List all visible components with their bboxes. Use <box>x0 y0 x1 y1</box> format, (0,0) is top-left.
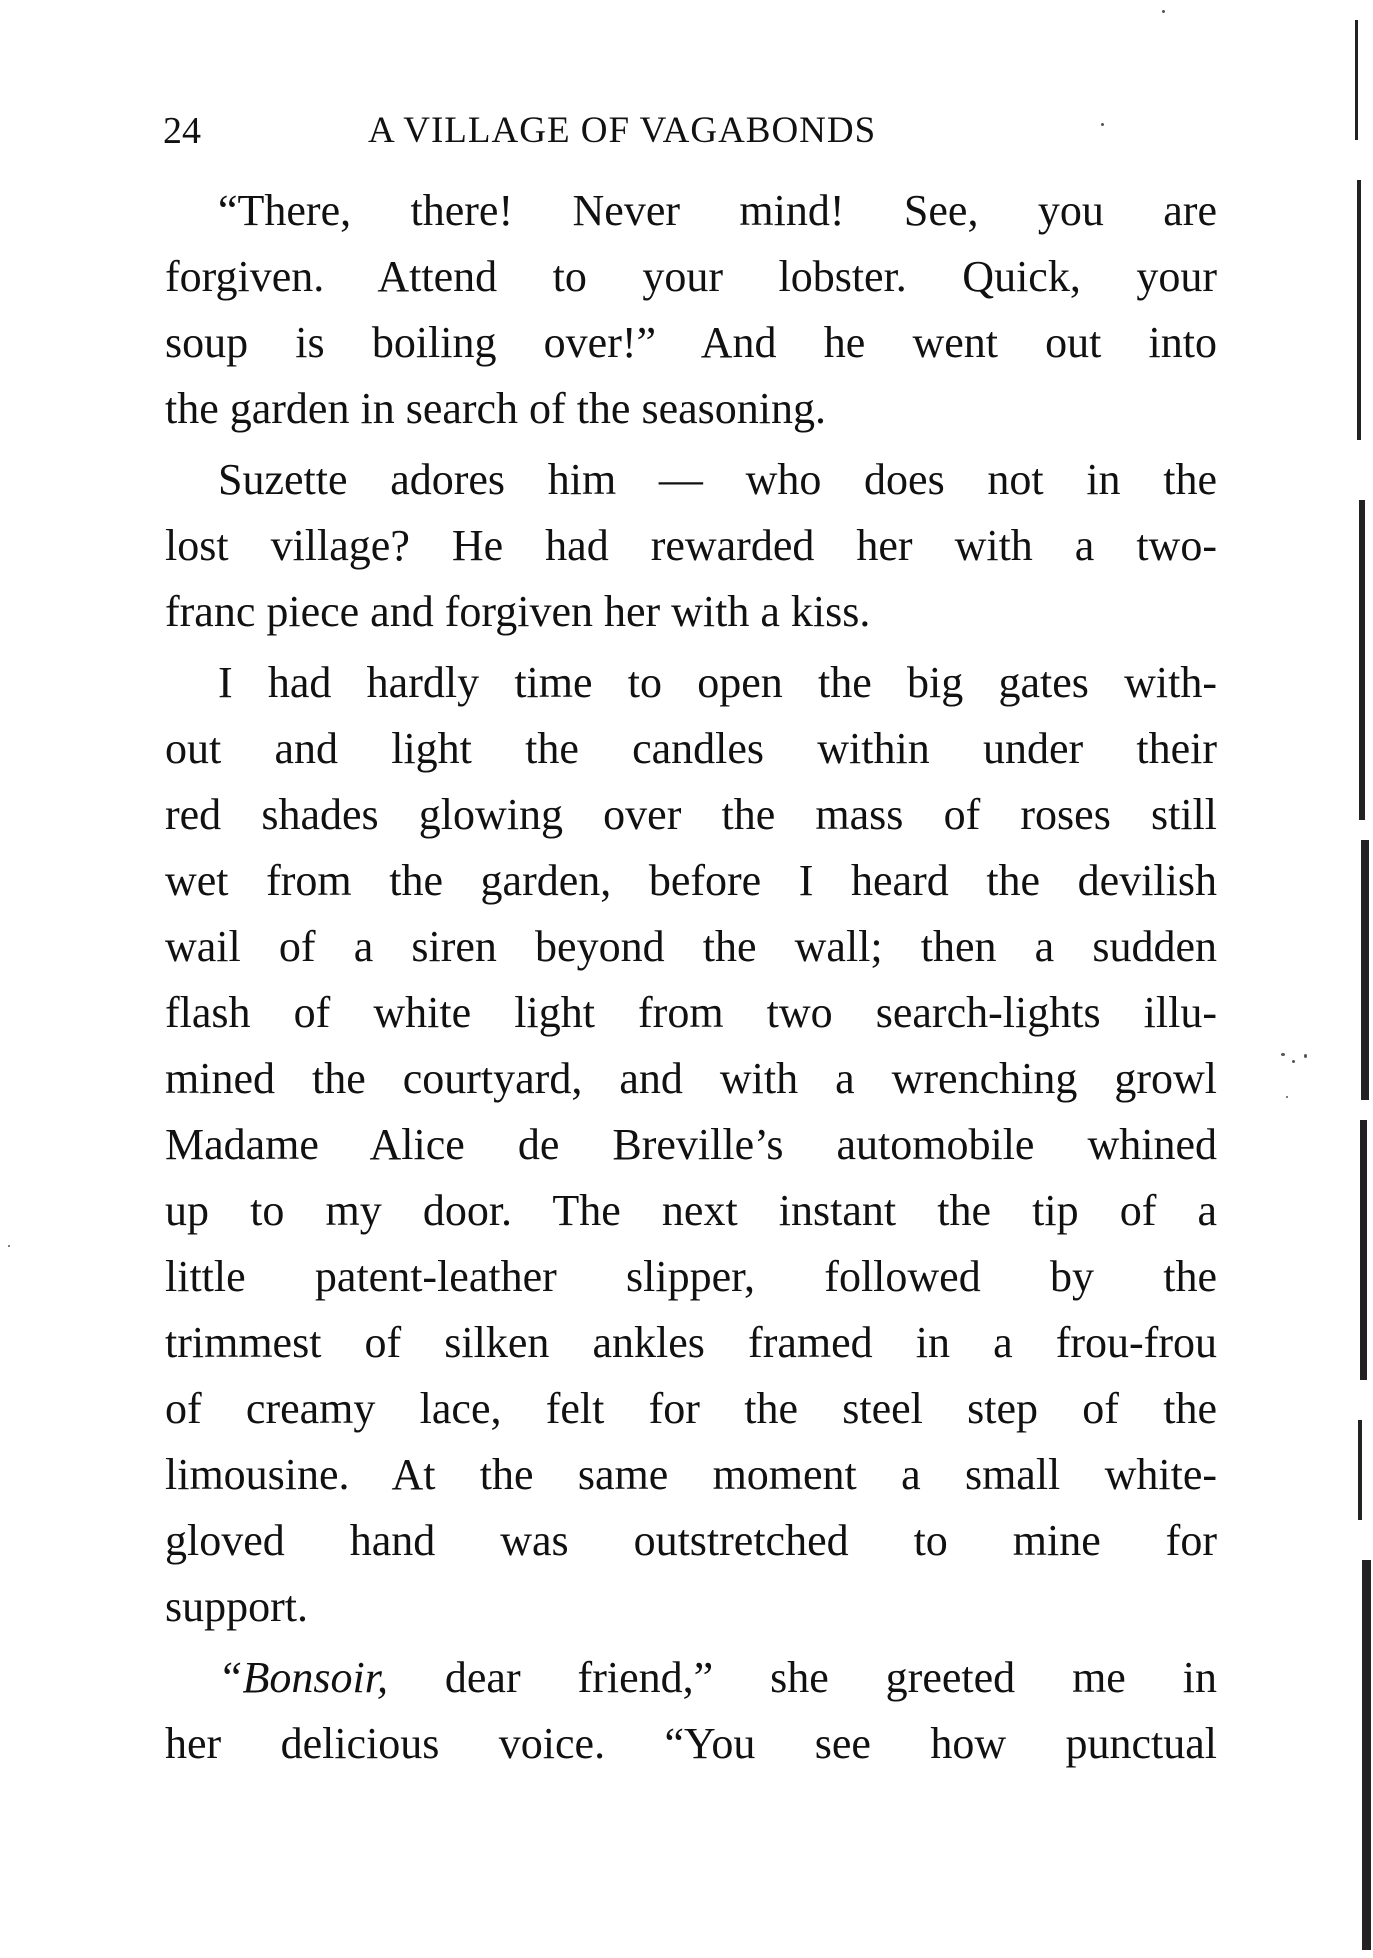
text-line: trimmest of silken ankles framed in a frou-frou <box>165 1318 1217 1367</box>
text-line: mined the courtyard, and with a wrenching growl <box>165 1054 1217 1103</box>
text-line: little patent-leather slipper, followed by the <box>165 1252 1217 1301</box>
text-line: red shades glowing over the mass of roses still <box>165 790 1217 839</box>
speck <box>1292 1060 1295 1063</box>
paragraph-1 <box>165 178 1217 442</box>
running-head: A VILLAGE OF VAGABONDS <box>368 110 877 151</box>
text-line: her delicious voice. “You see how punctual <box>165 1719 1217 1768</box>
speck <box>1281 1053 1285 1056</box>
speck <box>8 1245 10 1247</box>
text-line: support. <box>165 1582 308 1631</box>
paragraph-2 <box>165 447 1217 645</box>
page-header <box>163 105 1013 157</box>
text-line: Madame Alice de Breville’s automobile whined <box>165 1120 1217 1169</box>
text-line: franc piece and forgiven her with a kiss. <box>165 587 871 636</box>
speck <box>1101 123 1104 126</box>
text-line: wet from the garden, before I heard the devilish <box>165 856 1217 905</box>
text-line: the garden in search of the seasoning. <box>165 384 826 433</box>
text-line-rest: dear friend,” she greeted me in <box>387 1653 1217 1702</box>
text-line: “There, there! Never mind! See, you are <box>218 186 1217 235</box>
speck <box>1286 1096 1288 1098</box>
italic-word: “Bonsoir, <box>218 1653 388 1702</box>
paragraph-3 <box>165 650 1217 1640</box>
text-line <box>165 1645 1217 1711</box>
text-line: I had hardly time to open the big gates with- <box>218 658 1217 707</box>
text-line: up to my door. The next instant the tip of a <box>165 1186 1217 1235</box>
text-line: forgiven. Attend to your lobster. Quick, your <box>165 252 1217 301</box>
text-line: soup is boiling over!” And he went out into <box>165 318 1217 367</box>
text-line: out and light the candles within under their <box>165 724 1217 773</box>
speck <box>1162 10 1165 13</box>
text-line: lost village? He had rewarded her with a two- <box>165 521 1217 570</box>
paragraph-4 <box>165 1645 1217 1777</box>
body-text <box>165 178 1217 1782</box>
page-number: 24 <box>163 110 201 152</box>
text-line: of creamy lace, felt for the steel step of the <box>165 1384 1217 1433</box>
text-line: flash of white light from two search-lights illu- <box>165 988 1217 1037</box>
binding-edge <box>1355 0 1373 1958</box>
speck <box>1304 1054 1307 1058</box>
text-line: limousine. At the same moment a small white- <box>165 1450 1217 1499</box>
text-line: gloved hand was outstretched to mine for <box>165 1516 1217 1565</box>
text-line: Suzette adores him — who does not in the <box>218 455 1217 504</box>
text-line: wail of a siren beyond the wall; then a sudden <box>165 922 1217 971</box>
